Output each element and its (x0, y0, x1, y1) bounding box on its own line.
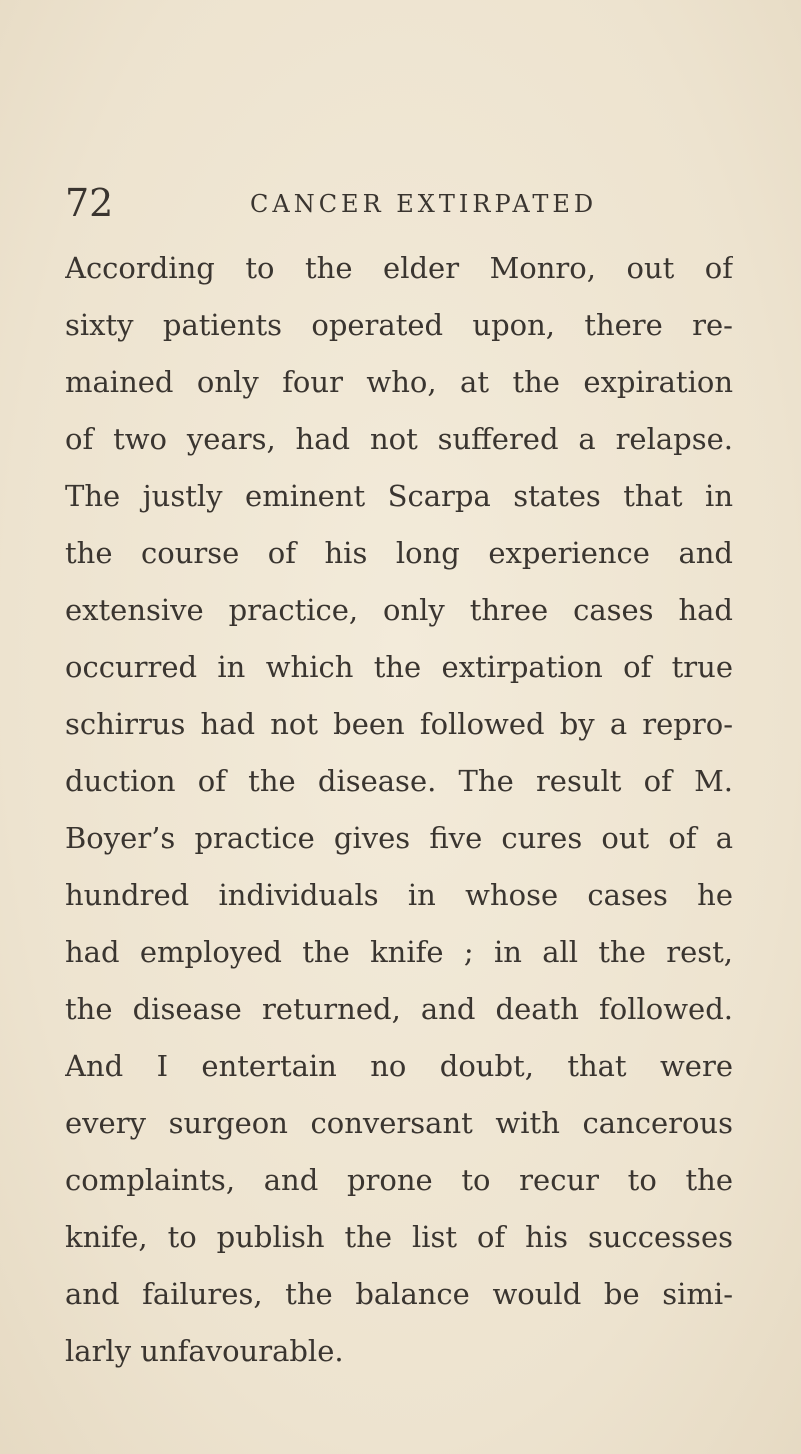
page-number: 72 (65, 181, 114, 225)
text-line: extensive practice, only three cases had (65, 593, 733, 627)
text-line: According to the elder Monro, out of (65, 251, 733, 285)
text-line: and failures, the balance would be simi- (65, 1277, 733, 1311)
text-line: hundred individuals in whose cases he (65, 878, 733, 912)
text-line: the disease returned, and death followed. (65, 992, 733, 1026)
text-line: of two years, had not suffered a relapse. (65, 422, 733, 456)
body-paragraph (65, 240, 733, 1380)
text-line: the course of his long experience and (65, 536, 733, 570)
page-header (65, 178, 755, 228)
text-line: larly unfavourable. (65, 1334, 344, 1368)
text-line: mained only four who, at the expiration (65, 365, 733, 399)
text-line: knife, to publish the list of his successes (65, 1220, 733, 1254)
text-line: duction of the disease. The result of M. (65, 764, 733, 798)
text-line: had employed the knife ; in all the rest, (65, 935, 733, 969)
text-line: Boyer’s practice gives five cures out of a (65, 821, 733, 855)
text-line: complaints, and prone to recur to the (65, 1163, 733, 1197)
text-line: And I entertain no doubt, that were (65, 1049, 733, 1083)
running-head: CANCER EXTIRPATED (250, 190, 598, 218)
text-line: schirrus had not been followed by a repro- (65, 707, 733, 741)
text-line: sixty patients operated upon, there re- (65, 308, 733, 342)
text-line: every surgeon conversant with cancerous (65, 1106, 733, 1140)
text-line: The justly eminent Scarpa states that in (65, 479, 733, 513)
text-line: occurred in which the extirpation of true (65, 650, 733, 684)
